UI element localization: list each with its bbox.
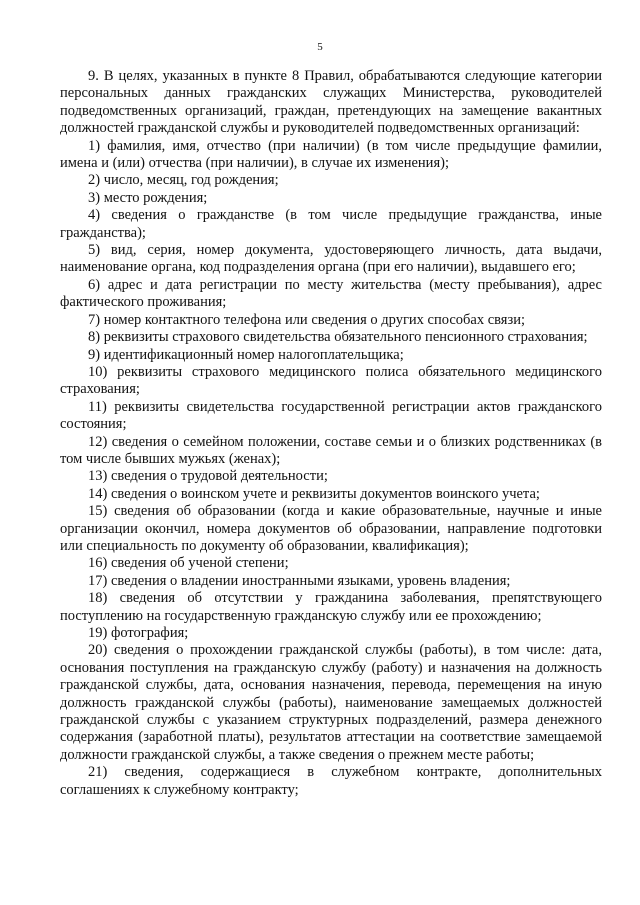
list-item: 10) реквизиты страхового медицинского полиса обязательного медицинского страхования; [60,363,602,398]
list-item: 5) вид, серия, номер документа, удостоверяющего личность, дата выдачи, наименование органа, код подразделения органа (при его наличии), выдавшего его; [60,242,602,276]
list-item: 18) сведения об отсутствии у гражданина заболевания, препятствующего поступлению на государственную гражданскую службу или ее прохождению; [60,590,602,624]
list-item: 14) сведения о воинском учете и реквизиты документов воинского учета; [88,485,540,502]
list-item: 12) сведения о семейном положении, составе семьи и о близких родственниках (в том числе бывших мужьях (женах); [60,433,602,467]
list-item: 4) сведения о гражданстве (в том числе предыдущие гражданства, иные гражданства); [60,207,602,241]
document-body [60,68,602,799]
list-item: 6) адрес и дата регистрации по месту жительства (месту пребывания), адрес фактического проживания; [60,276,602,311]
list-item: 13) сведения о трудовой деятельности; [88,468,328,485]
list-item: 21) сведения, содержащиеся в служебном контракте, дополнительных соглашениях к служебному контракту; [60,764,602,798]
page-number: 5 [317,41,323,53]
list-item: 7) номер контактного телефона или сведения о других способах связи; [88,311,525,328]
list-item: 15) сведения об образовании (когда и какие образовательные, научные и иные организации окончил, номера документов об образовании, направление подготовки или специальность по документу об образовании, квалификация); [60,503,602,554]
paragraph-intro: 9. В целях, указанных в пункте 8 Правил, обрабатываются следующие категории персональных данных гражданских служащих Министерства, руководителей подведомственных организаций, граждан, претендующих на замещение вакантных должностей гражданской службы и руководителей подведомственных организаций: [60,68,602,137]
list-item: 8) реквизиты страхового свидетельства обязательного пенсионного страхования; [88,329,588,346]
list-item: 3) место рождения; [88,189,208,206]
list-item: 16) сведения об ученой степени; [88,555,289,572]
list-item: 9) идентификационный номер налогоплательщика; [88,346,404,363]
list-item: 11) реквизиты свидетельства государственной регистрации актов гражданского состояния; [60,398,602,433]
list-item: 17) сведения о владении иностранными языками, уровень владения; [88,572,511,589]
list-item: 1) фамилия, имя, отчество (при наличии) (в том числе предыдущие фамилии, имена и (или) отчества (при наличии), в случае их изменения); [60,137,602,172]
list-item: 19) фотография; [88,625,189,641]
list-item: 20) сведения о прохождении гражданской службы (работы), в том числе: дата, основания поступления на гражданскую службу (работу) и назначения на должность гражданской службы, дата, основания назначения, перевода, перемещения на иную должность гражданской службы (работы), наименование замещаемых должностей гражданской службы с указанием структурных подразделений, размера денежного содержания (заработной платы), результатов аттестации на соответствие замещаемой должности гражданской службы, а также сведения о прежнем месте работы; [60,642,602,763]
list-item: 2) число, месяц, год рождения; [88,172,279,189]
